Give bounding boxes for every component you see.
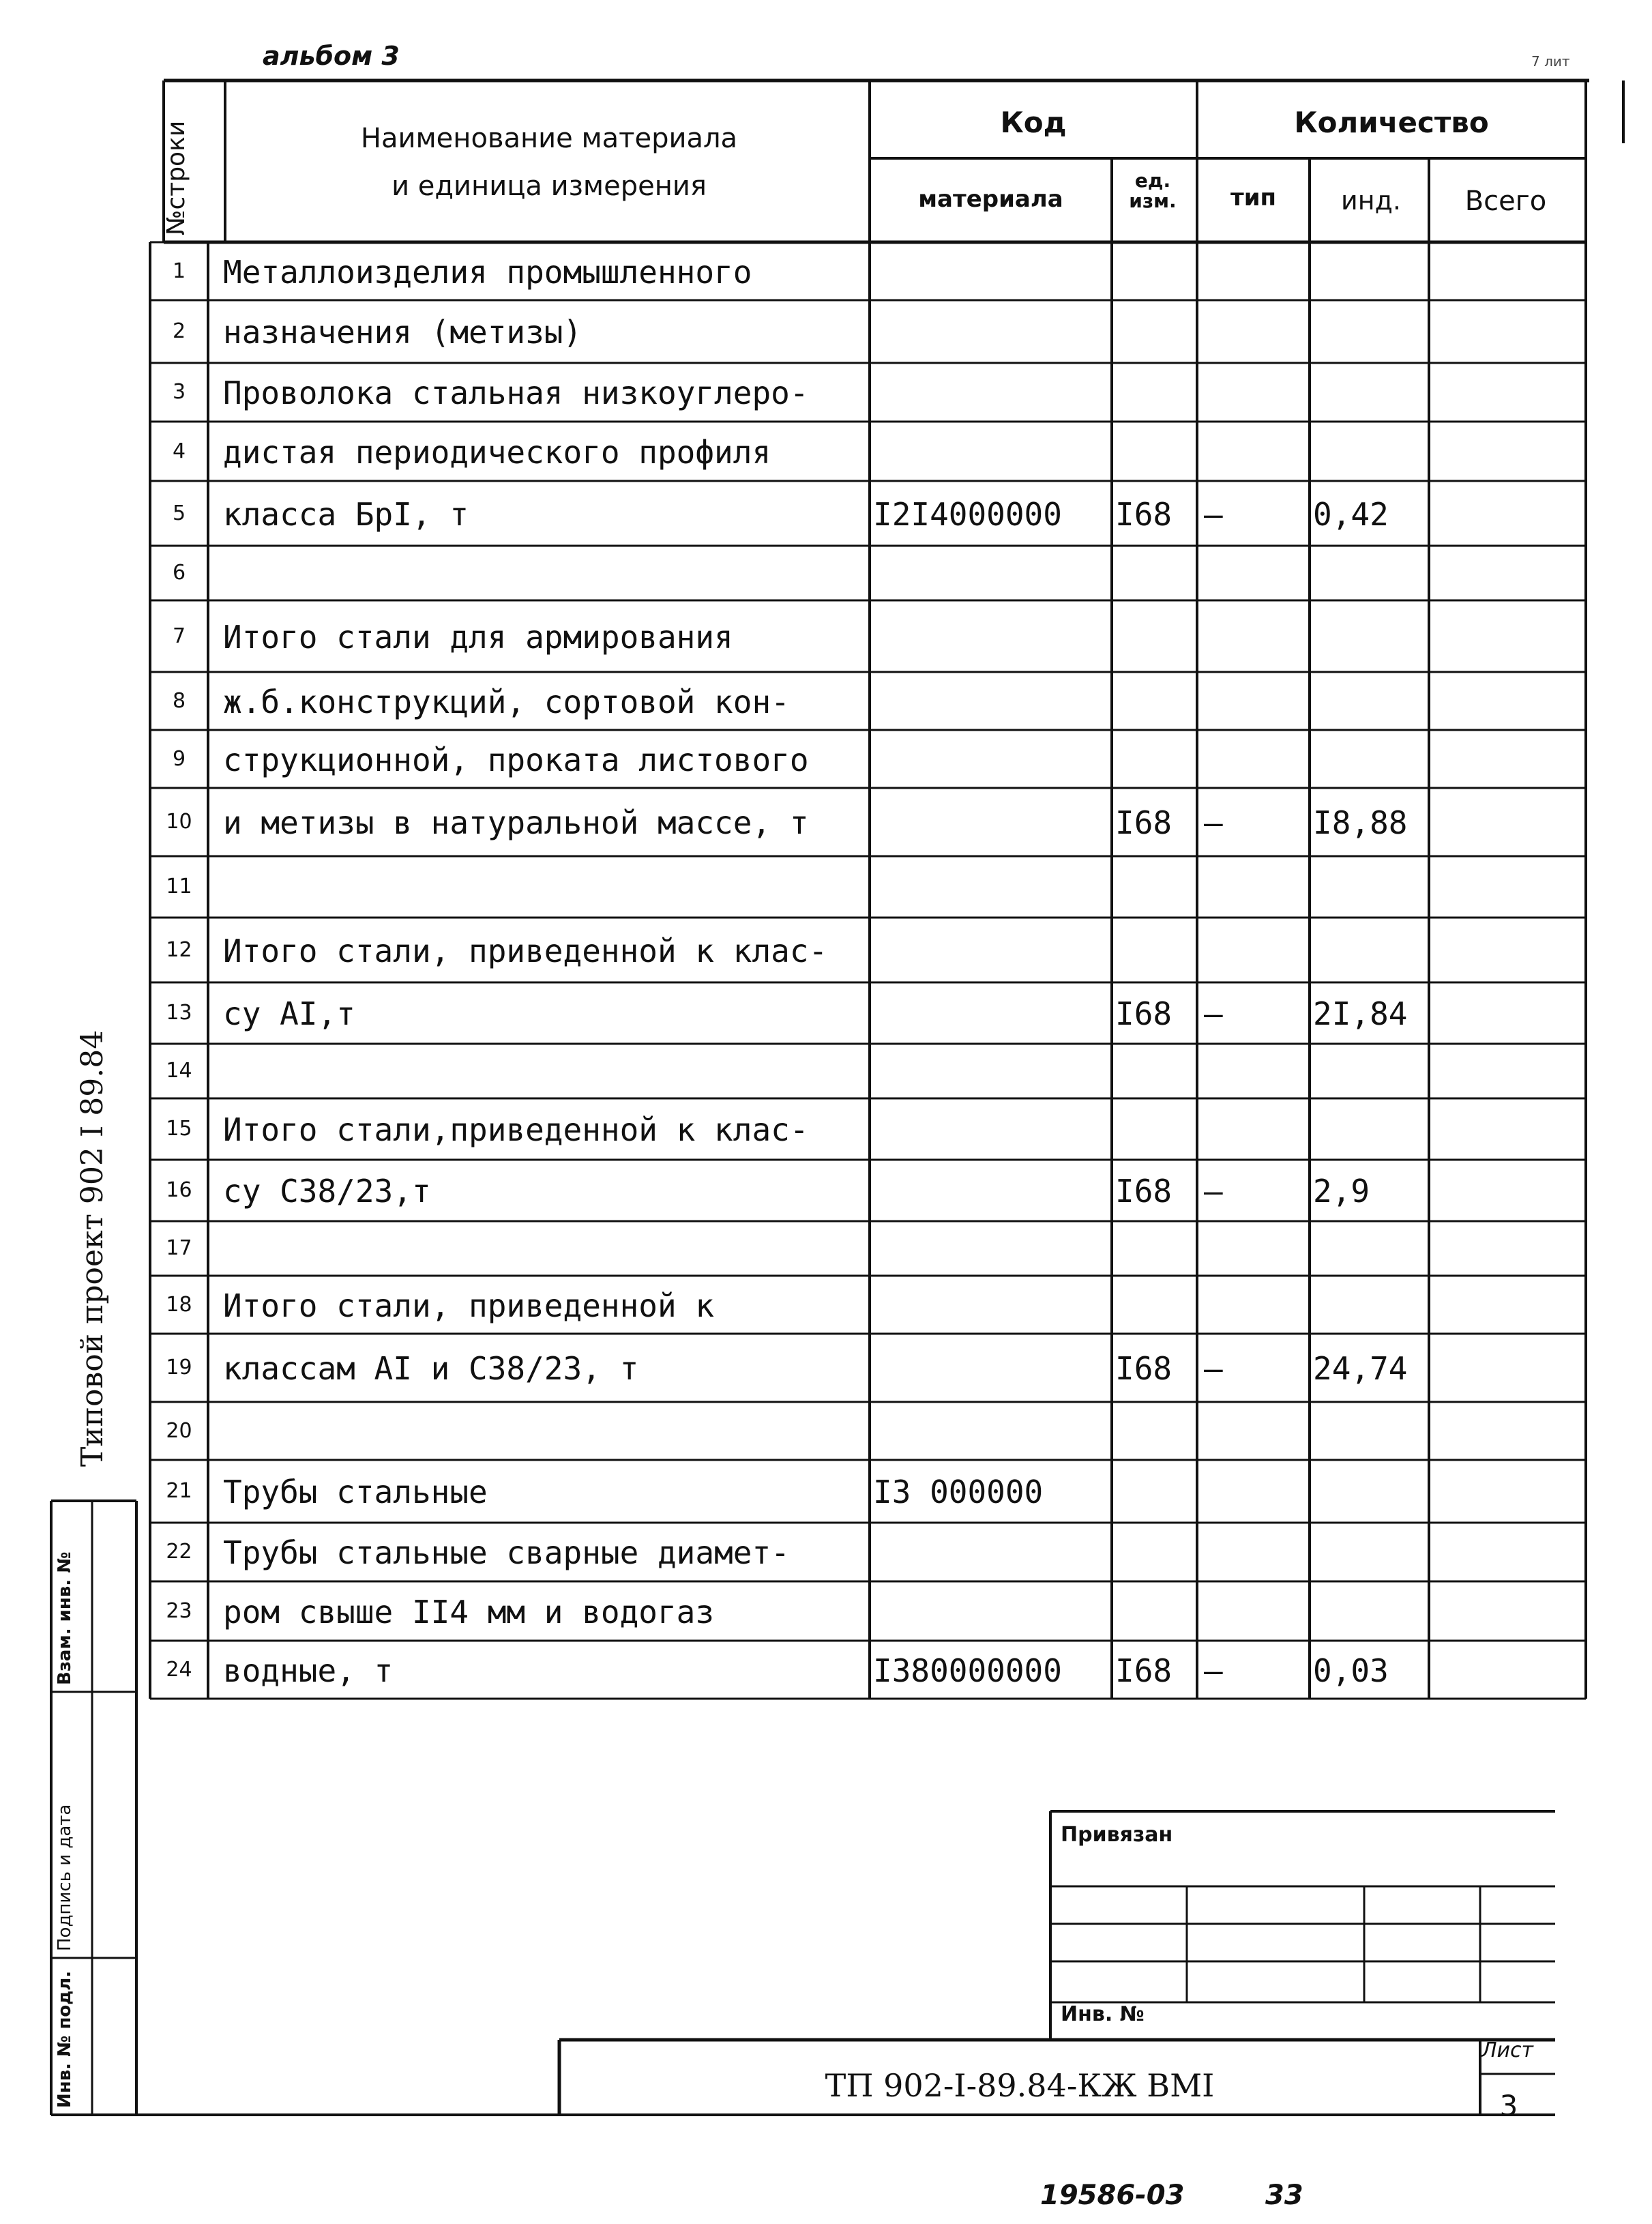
row-code: I2I4000000 [873, 496, 1062, 533]
vzam-label: Взам. инв. № [55, 1551, 75, 1685]
row-ind: 0,42 [1313, 496, 1389, 533]
row-type: – [1204, 1350, 1223, 1387]
row-type: – [1204, 804, 1223, 841]
row-name: ром свыше II4 мм и водогаз [223, 1594, 715, 1630]
row-type: – [1204, 995, 1223, 1032]
header-total: Всего [1464, 186, 1547, 217]
row-name: классам AI и С38/23, т [223, 1350, 639, 1387]
header-unit: ед. изм. [1129, 169, 1177, 212]
inv-label: Инв. № [1061, 2002, 1145, 2026]
row-name: Трубы стальные сварные диамет- [223, 1534, 790, 1571]
row-number: 14 [166, 1059, 192, 1083]
row-ind: 24,74 [1313, 1350, 1408, 1387]
row-ind: 0,03 [1313, 1652, 1389, 1689]
sheet-label: Лист [1481, 2038, 1534, 2062]
row-number: 12 [166, 938, 192, 962]
header-name-line1: Наименование материала [360, 123, 738, 154]
row-name: Итого стали,приведенной к клас- [223, 1111, 809, 1148]
header-material: материала [918, 186, 1063, 213]
row-ind: I8,88 [1313, 804, 1408, 841]
header-code: Код [1000, 106, 1067, 139]
sheet-number: 3 [1499, 2089, 1518, 2122]
inv-no-label: Инв. № подл. [55, 1970, 75, 2108]
row-number: 4 [172, 439, 186, 463]
row-name: Итого стали, приведенной к [223, 1287, 715, 1324]
handwritten-number: 19586-03 [1040, 2180, 1185, 2211]
header-name-line2: и единица измерения [392, 171, 707, 202]
header-quantity: Количество [1294, 106, 1489, 139]
row-number: 8 [172, 689, 186, 713]
row-name: су С38/23,т [223, 1173, 431, 1210]
row-name: класса БрI, т [223, 496, 469, 533]
document-code: ТП 902-I-89.84-КЖ ВМI [825, 2067, 1215, 2104]
row-name: Итого стали, приведенной к клас- [223, 933, 828, 969]
row-ind: 2,9 [1313, 1173, 1370, 1210]
row-number: 15 [166, 1117, 192, 1141]
header-row-number: №строки [162, 120, 190, 235]
row-number: 9 [172, 747, 186, 771]
row-unit: I68 [1115, 1350, 1172, 1387]
row-type: – [1204, 1652, 1223, 1689]
row-name: су AI,т [223, 995, 355, 1032]
header-type: тип [1230, 184, 1277, 211]
row-name: Трубы стальные [223, 1474, 488, 1510]
row-number: 17 [166, 1236, 192, 1260]
row-name: и метизы в натуральной массе, т [223, 804, 809, 841]
corner-mark: 7 лит [1531, 53, 1570, 70]
sign-date-label: Подпись и дата [55, 1804, 75, 1951]
row-number: 6 [172, 561, 186, 585]
row-name: Проволока стальная низкоуглеро- [223, 375, 809, 411]
row-code: I3 000000 [873, 1474, 1044, 1510]
row-name: водные, т [223, 1652, 394, 1689]
row-name: Металлоизделия промышленного [223, 254, 752, 291]
row-name: дистая периодического профиля [223, 434, 771, 471]
row-type: – [1204, 1173, 1223, 1210]
privyazan-label: Привязан [1061, 1823, 1173, 1847]
row-number: 5 [172, 501, 186, 525]
project-label: Типовой проект 902 I 89.84 [75, 1029, 110, 1467]
row-number: 11 [166, 875, 192, 898]
row-unit: I68 [1115, 1652, 1172, 1689]
row-number: 10 [166, 810, 192, 834]
row-number: 16 [166, 1178, 192, 1202]
row-number: 13 [166, 1001, 192, 1025]
header-ind: инд. [1341, 186, 1401, 216]
row-number: 18 [166, 1293, 192, 1317]
row-type: – [1204, 496, 1223, 533]
row-number: 23 [166, 1599, 192, 1623]
row-name: Итого стали для армирования [223, 619, 733, 656]
row-unit: I68 [1115, 496, 1172, 533]
row-number: 20 [166, 1419, 192, 1443]
row-ind: 2I,84 [1313, 995, 1408, 1032]
row-code: I380000000 [873, 1652, 1062, 1689]
row-number: 3 [172, 380, 186, 404]
row-name: назначения (метизы) [223, 314, 582, 351]
page-number: 33 [1265, 2180, 1303, 2211]
row-number: 21 [166, 1479, 192, 1503]
row-number: 24 [166, 1658, 192, 1682]
row-name: струкционной, проката листового [223, 742, 809, 778]
row-unit: I68 [1115, 1173, 1172, 1210]
row-number: 1 [172, 259, 186, 283]
row-number: 19 [166, 1356, 192, 1379]
row-number: 22 [166, 1540, 192, 1564]
row-number: 2 [172, 319, 186, 343]
row-unit: I68 [1115, 804, 1172, 841]
row-unit: I68 [1115, 995, 1172, 1032]
album-label: альбом 3 [263, 41, 400, 71]
row-name: ж.б.конструкций, сортовой кон- [223, 684, 790, 720]
row-number: 7 [172, 624, 186, 648]
